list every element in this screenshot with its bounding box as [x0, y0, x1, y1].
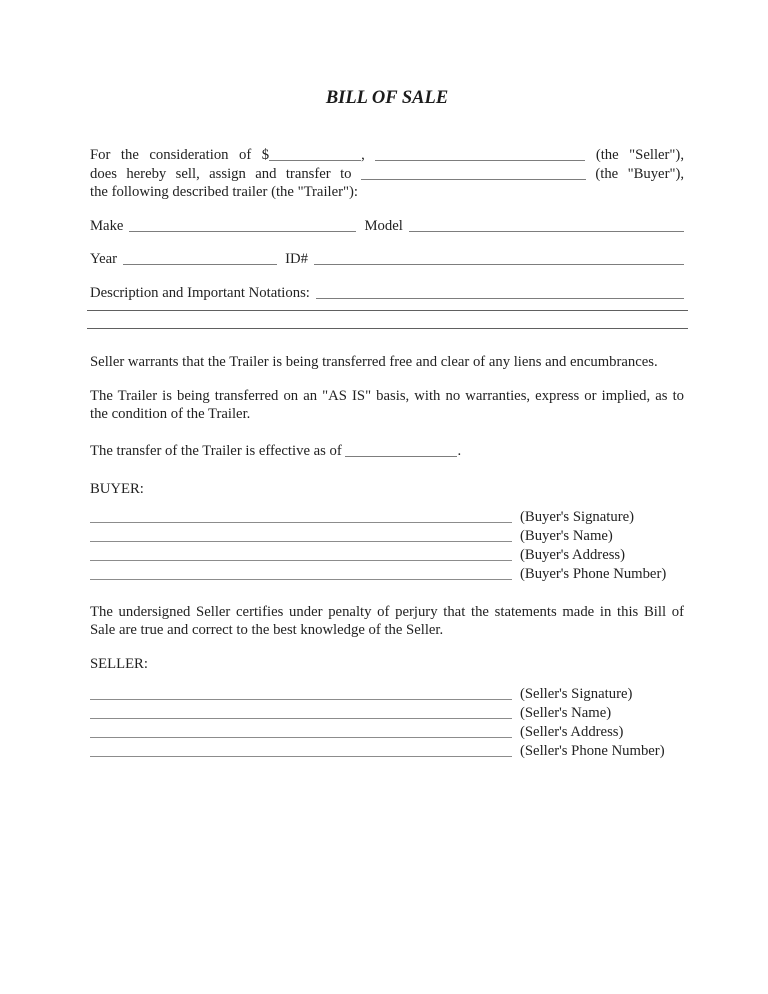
intro-line-1-comma: , — [361, 147, 365, 163]
seller-section-heading: SELLER: — [90, 655, 148, 672]
perjury-clause — [90, 603, 684, 640]
description-continuation-line-2[interactable] — [87, 311, 688, 329]
buyer-address-field[interactable] — [90, 547, 512, 561]
buyer-address-label: (Buyer's Address) — [520, 546, 626, 563]
seller-signature-field[interactable] — [90, 686, 512, 700]
intro-paragraph — [90, 146, 684, 202]
buyer-name-field[interactable] — [361, 168, 586, 180]
seller-phone-label: (Seller's Phone Number) — [520, 743, 665, 759]
seller-address-row — [90, 722, 684, 741]
seller-name-label: (Seller's Name) — [520, 705, 612, 721]
buyer-phone-row — [90, 564, 684, 583]
buyer-signature-field[interactable] — [90, 509, 512, 523]
description-field[interactable] — [316, 287, 684, 299]
perjury-clause-line-2: Sale are true and correct to the best knowledge of the Seller. — [90, 622, 444, 638]
buyer-phone-field[interactable] — [90, 566, 512, 580]
buyer-name-row — [90, 526, 684, 545]
make-model-row — [90, 217, 684, 236]
intro-line-2 — [90, 165, 684, 184]
model-label: Model — [364, 217, 403, 234]
seller-phone-row — [90, 741, 684, 760]
intro-line-1 — [90, 146, 684, 165]
make-label: Make — [90, 217, 124, 234]
seller-signature-row — [90, 684, 684, 703]
effective-date-row — [90, 442, 684, 461]
document-title: BILL OF SALE — [325, 88, 449, 108]
seller-phone-field[interactable] — [90, 743, 512, 757]
buyer-name-label: (Buyer's Name) — [520, 527, 613, 544]
buyer-signature-block — [90, 507, 684, 583]
consideration-amount-field[interactable] — [269, 149, 361, 161]
effective-date-text: The transfer of the Trailer is effective as of — [90, 442, 342, 459]
intro-line-2-text: does hereby sell, assign and transfer to — [90, 165, 352, 182]
description-row — [90, 284, 684, 303]
seller-name-row — [90, 703, 684, 722]
buyer-designation-text: (the "Buyer"), — [595, 165, 685, 182]
buyer-address-row — [90, 545, 684, 564]
buyer-signature-row — [90, 507, 684, 526]
as-is-clause — [90, 387, 684, 424]
seller-name-field[interactable] — [375, 149, 585, 161]
model-field[interactable] — [409, 220, 684, 232]
effective-date-field[interactable] — [345, 445, 457, 457]
as-is-clause-line-2: the condition of the Trailer. — [90, 406, 251, 422]
make-field[interactable] — [129, 220, 356, 232]
buyer-phone-label: (Buyer's Phone Number) — [520, 565, 667, 582]
buyer-signature-label: (Buyer's Signature) — [520, 508, 635, 525]
seller-signature-block — [90, 684, 684, 760]
intro-line-1-text: For the consideration of $ — [90, 147, 270, 163]
description-label: Description and Important Notations: — [90, 284, 310, 301]
seller-address-field[interactable] — [90, 724, 512, 738]
id-number-label: ID# — [285, 251, 308, 267]
seller-signature-label: (Seller's Signature) — [520, 686, 633, 702]
buyer-printed-name-field[interactable] — [90, 528, 512, 542]
year-label: Year — [90, 251, 118, 267]
warranty-clause: Seller warrants that the Trailer is being transferred free and clear of any liens and encumbrances. — [90, 354, 658, 370]
year-field[interactable] — [123, 253, 277, 265]
seller-designation-text: (the "Seller"), — [595, 147, 684, 163]
description-continuation-line-1[interactable] — [87, 302, 688, 311]
effective-date-period: . — [457, 442, 462, 459]
intro-line-3: the following described trailer (the "Trailer"): — [90, 184, 358, 200]
buyer-section-heading: BUYER: — [90, 481, 144, 497]
year-id-row — [90, 250, 684, 269]
as-is-clause-line-1: The Trailer is being transferred on an "AS IS" basis, with no warranties, express or implied, as to — [90, 387, 684, 404]
seller-printed-name-field[interactable] — [90, 705, 512, 719]
id-number-field[interactable] — [314, 253, 684, 265]
perjury-clause-line-1: The undersigned Seller certifies under penalty of perjury that the statements made in this Bill of — [90, 603, 684, 620]
seller-address-label: (Seller's Address) — [520, 724, 624, 740]
